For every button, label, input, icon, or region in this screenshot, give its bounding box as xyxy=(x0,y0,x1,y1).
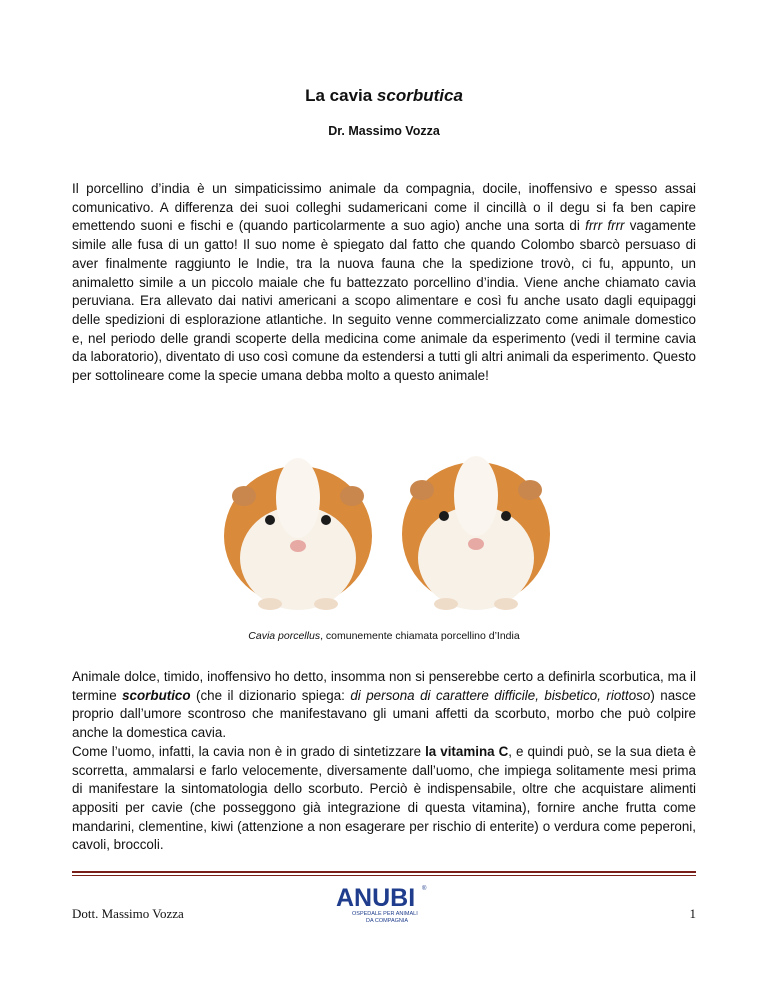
footer-author: Dott. Massimo Vozza xyxy=(72,906,184,921)
author-line: Dr. Massimo Vozza xyxy=(328,124,440,138)
body-italic: di persona di carattere difficile, bisbetico, riottoso xyxy=(350,687,651,703)
title-main: La cavia xyxy=(305,86,377,105)
intro-text-b: vagamente simile alle fusa di un gatto! Il suo nome è spiegato dal fatto che quando Colombo sbarcò persuaso di aver finalmente raggiunto le Indie, tra la nuova fauna che la spedizione trovò, ci fu, appunto, un animaletto simile a un piccolo maiale che fu battezzato porcellino d’india. Viene anche chiamato cavia peruviana. Era allevato dai nativi americani a scopo alimentare e così fu anche usato dagli equipaggi delle spedizioni di esplorazione atlantiche. In seguito venne commercializzato come animale domestico e, nel periodo delle grandi scoperte della medicina come animale da esperimento (vedi il termine cavia da laboratorio), diventato di uso così comune da estendersi a tutti gli altri animali da esperimento. Questo per sottolineare come la specie umana debba molto a questo animale! xyxy=(72,218,696,384)
footer-divider-thin xyxy=(72,875,696,876)
photo-caption xyxy=(0,630,768,642)
logo-subtitle-1: OSPEDALE PER ANIMALI xyxy=(352,911,418,917)
intro-text-a: Il porcellino d’india è un simpaticissimo animale da compagnia, docile, inoffensivo e spesso assai comunicativo. A differenza dei suoi colleghi sudamericani come il cincillà o il degu si fa ben capire emettendo suoni e fischi e (quando particolarmente a suo agio) anche una sorta di xyxy=(72,181,696,234)
intro-italic: frrr frrr xyxy=(585,218,625,234)
body-text-a: Animale dolce, timido, inoffensivo ho detto, insomma non si penserebbe certo a definirla scorbutica, ma il termine xyxy=(72,669,696,703)
body-text-d: Come l’uomo, infatti, la cavia non è in grado di sintetizzare xyxy=(72,743,426,759)
guinea-pigs-photo xyxy=(218,438,550,618)
guinea-pig-right xyxy=(402,456,550,610)
intro-paragraph xyxy=(72,180,696,386)
page-title xyxy=(0,86,768,106)
body-text-c: ) nasce proprio dall’umore scontroso che manifestavano gli umani affetti da scorbuto, morbo che può colpire anche la domestica cavia. xyxy=(72,687,696,741)
footer-divider xyxy=(72,871,696,873)
caption-italic: Cavia porcellus xyxy=(248,630,321,642)
page-number: 1 xyxy=(689,906,696,921)
logo-subtitle-2: DA COMPAGNIA xyxy=(366,918,409,924)
logo-name: ANUBI xyxy=(336,884,416,912)
caption-rest: , comunemente chiamata porcellino d’India xyxy=(320,630,520,642)
body-bold-italic: scorbutico xyxy=(122,687,191,703)
logo-registered: ® xyxy=(422,886,427,892)
body-bold: la vitamina C xyxy=(425,743,509,759)
guinea-pig-left xyxy=(224,458,372,610)
body-text-b: (che il dizionario spiega: xyxy=(190,687,351,703)
anubi-logo xyxy=(332,880,436,926)
body-text-e: , e quindi può, se la sua dieta è scorretta, ammalarsi e farlo velocemente, diversamente dall’uomo, che impiega solitamente mesi prima di manifestare la sintomatologia dello scorbuto. Perciò è indispensabile, oltre che acquistare alimenti appositi per cavie (che posseggono già integrazione di questa vitamina), fornire anche frutta come mandarini, clementine, kiwi (attenzione a non esagerare per rischio di enterite) o verdura come peperoni, cavoli, broccoli. xyxy=(72,743,697,853)
body-paragraph xyxy=(72,668,696,855)
title-italic: scorbutica xyxy=(376,86,463,105)
